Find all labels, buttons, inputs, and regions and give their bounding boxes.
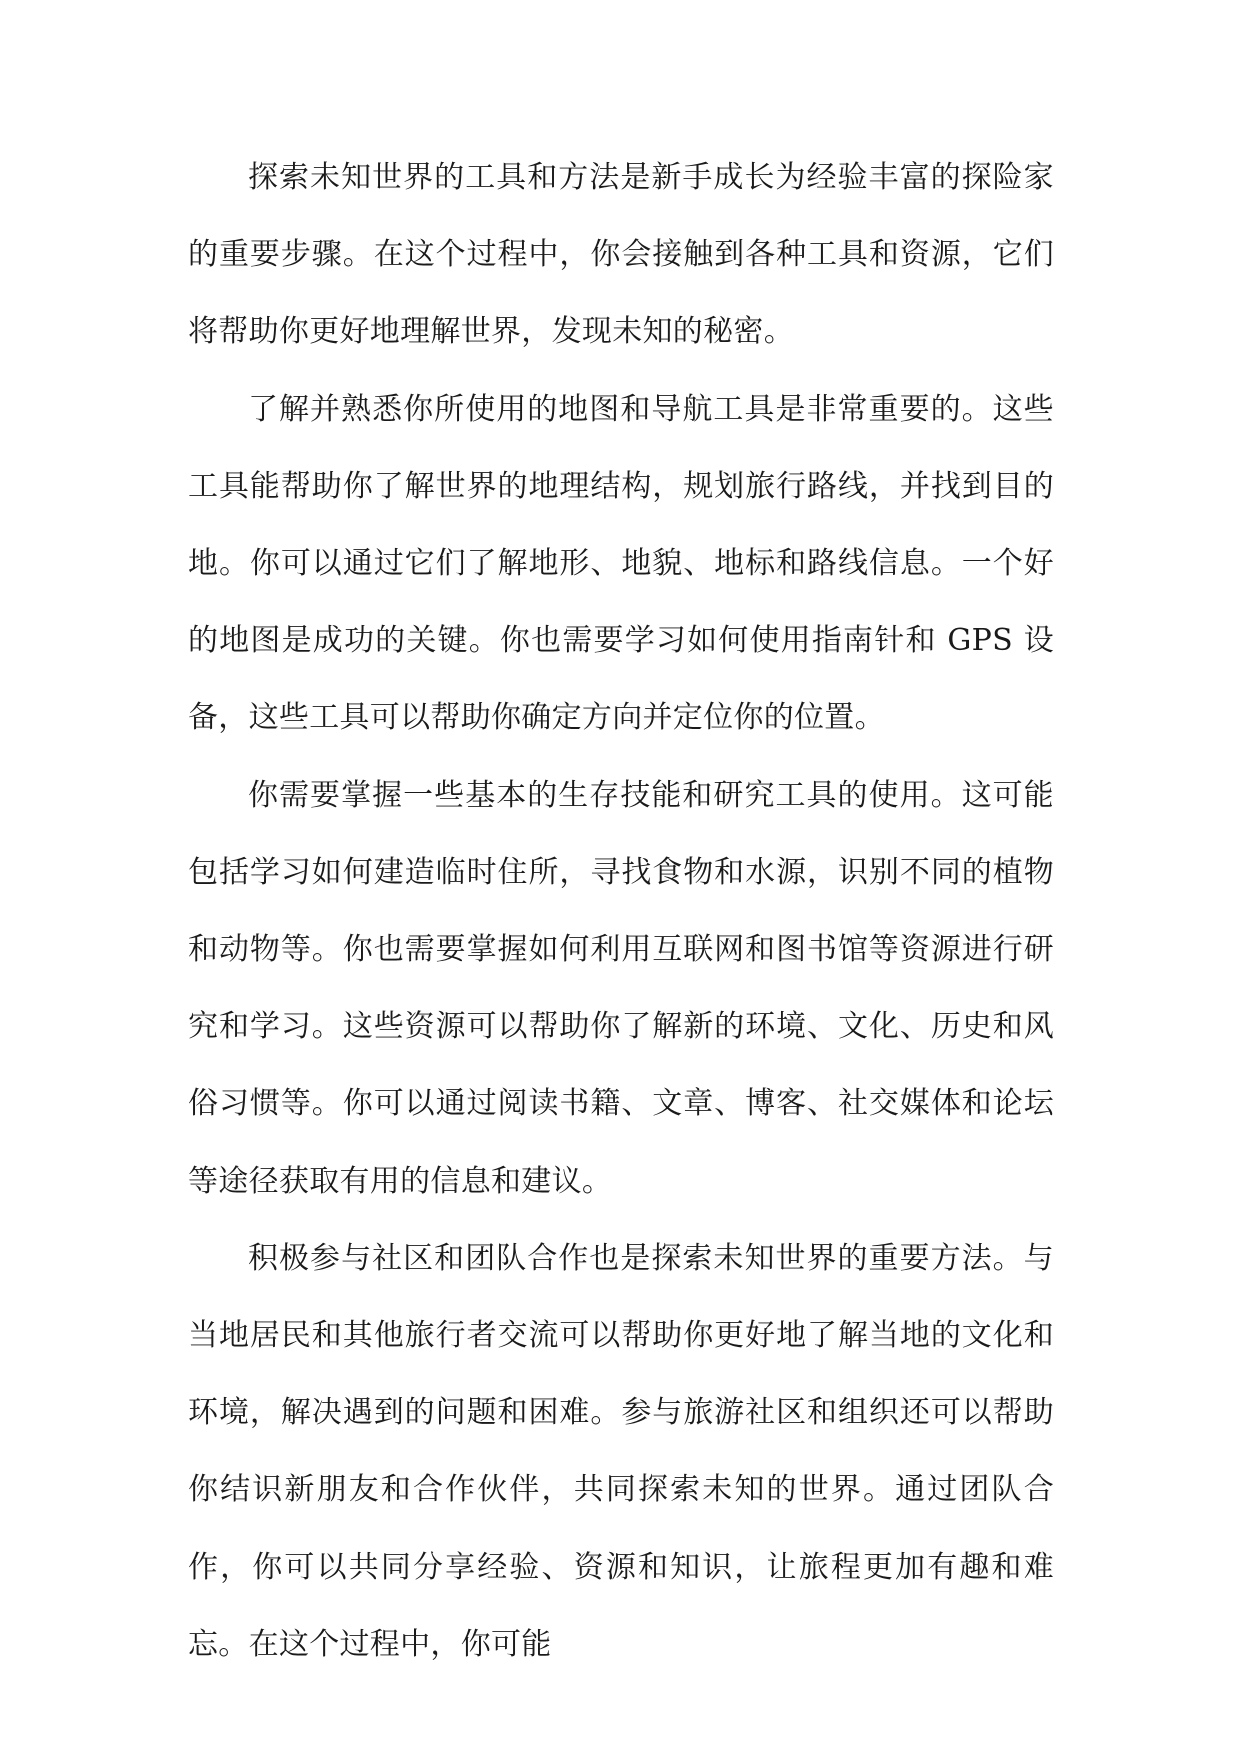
body-text xyxy=(188,139,1054,1683)
paragraph-3: 你需要掌握一些基本的生存技能和研究工具的使用。这可能包括学习如何建造临时住所，寻找食物和水源，识别不同的植物和动物等。你也需要掌握如何利用互联网和图书馆等资源进行研究和学习。这些资源可以帮助你了解新的环境、文化、历史和风俗习惯等。你可以通过阅读书籍、文章、博客、社交媒体和论坛等途径获取有用的信息和建议。 xyxy=(188,777,1054,1199)
paragraph-1: 探索未知世界的工具和方法是新手成长为经验丰富的探险家的重要步骤。在这个过程中，你会接触到各种工具和资源，它们将帮助你更好地理解世界，发现未知的秘密。 xyxy=(188,160,1054,350)
paragraph-4: 积极参与社区和团队合作也是探索未知世界的重要方法。与当地居民和其他旅行者交流可以帮助你更好地了解当地的文化和环境，解决遇到的问题和困难。参与旅游社区和组织还可以帮助你结识新朋友和合作伙伴，共同探索未知的世界。通过团队合作，你可以共同分享经验、资源和知识，让旅程更加有趣和难忘。在这个过程中，你可能 xyxy=(188,1240,1054,1662)
paragraph-2: 了解并熟悉你所使用的地图和导航工具是非常重要的。这些工具能帮助你了解世界的地理结构，规划旅行路线，并找到目的地。你可以通过它们了解地形、地貌、地标和路线信息。一个好的地图是成功的关键。你也需要学习如何使用指南针和 GPS 设备，这些工具可以帮助你确定方向并定位你的位置。 xyxy=(188,391,1054,736)
